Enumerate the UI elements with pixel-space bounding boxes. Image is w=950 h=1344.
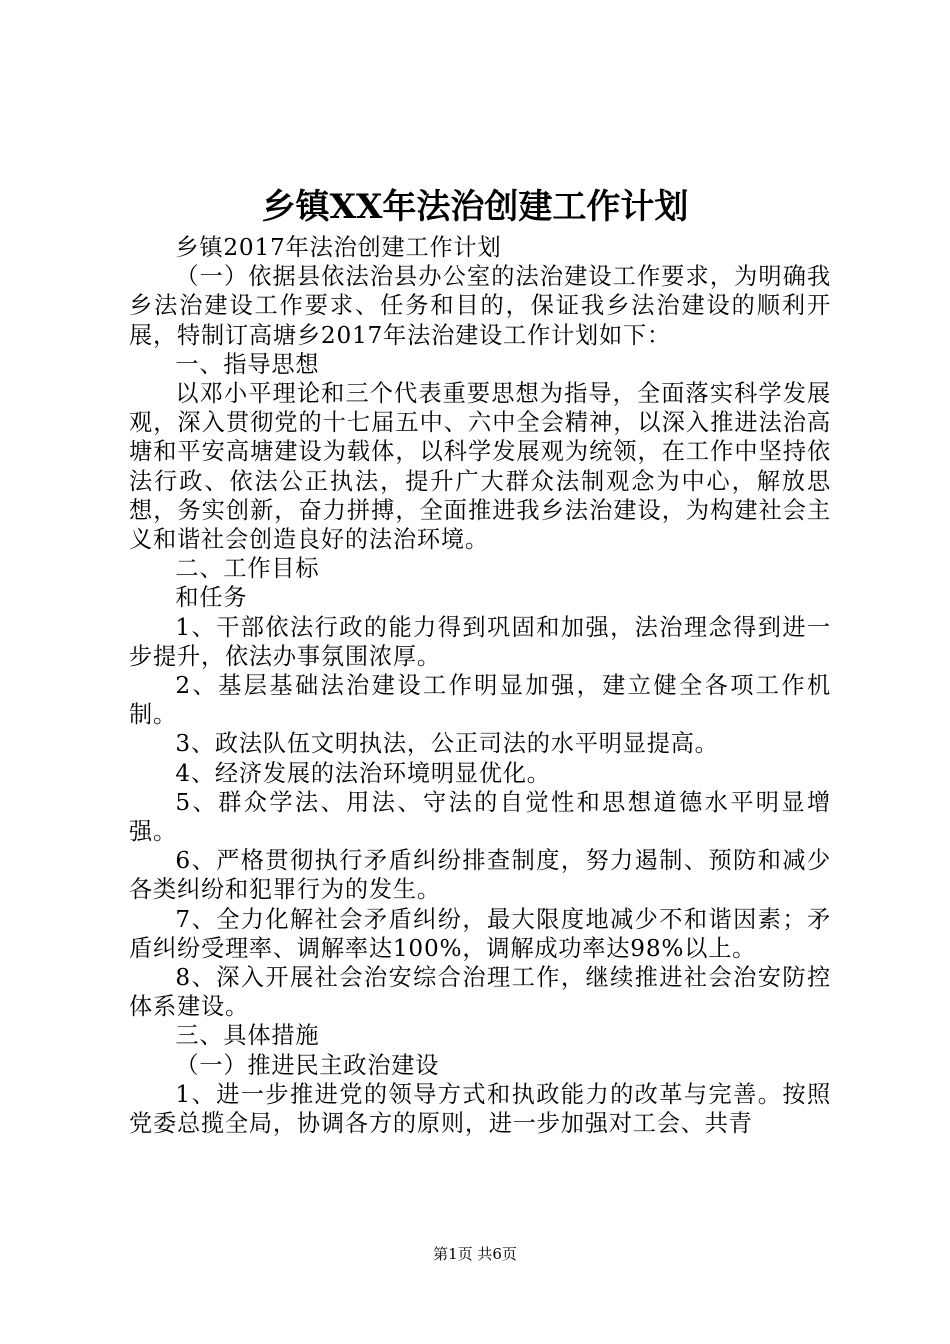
goal-item-6: 6、严格贯彻执行矛盾纠纷排查制度，努力遏制、预防和减少各类纠纷和犯罪行为的发生。 [129,847,831,904]
subtitle-paragraph: 乡镇2017年法治创建工作计划 [175,234,502,261]
guiding-thought-paragraph: 以邓小平理论和三个代表重要思想为指导，全面落实科学发展观，深入贯彻党的十七届五中、六中全会精神，以深入推进法治高塘和平安高塘建设为载体，以科学发展观为统领，在工作中坚持依法行政、依法公正执法，提升广大群众法制观念为中心，解放思想，务实创新，奋力拼搏，全面推进我乡法治建设，为构建社会主义和谐社会创造良好的法治环境。 [129,380,831,554]
document-body [129,233,831,1138]
section-heading-measures: 三、具体措施 [175,1022,320,1050]
section-heading-tasks: 和任务 [175,584,248,612]
section-heading-guiding-thought: 一、指导思想 [175,350,320,378]
goal-item-8: 8、深入开展社会治安综合治理工作，继续推进社会治安防控体系建设。 [129,964,831,1021]
subsection-heading-democracy: （一）推进民主政治建设 [175,1051,440,1079]
intro-paragraph: （一）依据县依法治县办公室的法治建设工作要求，为明确我乡法治建设工作要求、任务和目的，保证我乡法治建设的顺利开展，特制订高塘乡2017年法治建设工作计划如下： [129,263,831,349]
goal-item-1: 1、干部依法行政的能力得到巩固和加强，法治理念得到进一步提升，依法办事氛围浓厚。 [129,613,831,670]
section-heading-work-goals: 二、工作目标 [175,555,320,583]
page-footer: 第1页 共6页 [433,1245,517,1263]
goal-item-4: 4、经济发展的法治环境明显优化。 [175,759,551,787]
goal-item-3: 3、政法队伍文明执法，公正司法的水平明显提高。 [175,730,719,758]
goal-item-2: 2、基层基础法治建设工作明显加强，建立健全各项工作机制。 [129,672,831,729]
goal-item-7: 7、全力化解社会矛盾纠纷，最大限度地减少不和谐因素；矛盾纠纷受理率、调解率达100%，调解成功率达98%以上。 [129,905,831,962]
goal-item-5: 5、群众学法、用法、守法的自觉性和思想道德水平明显增强。 [129,788,831,846]
document-title: 乡镇XX年法治创建工作计划 [261,187,689,227]
measure-item-1: 1、进一步推进党的领导方式和执政能力的改革与完善。按照党委总揽全局，协调各方的原则，进一步加强对工会、共青 [129,1080,831,1138]
